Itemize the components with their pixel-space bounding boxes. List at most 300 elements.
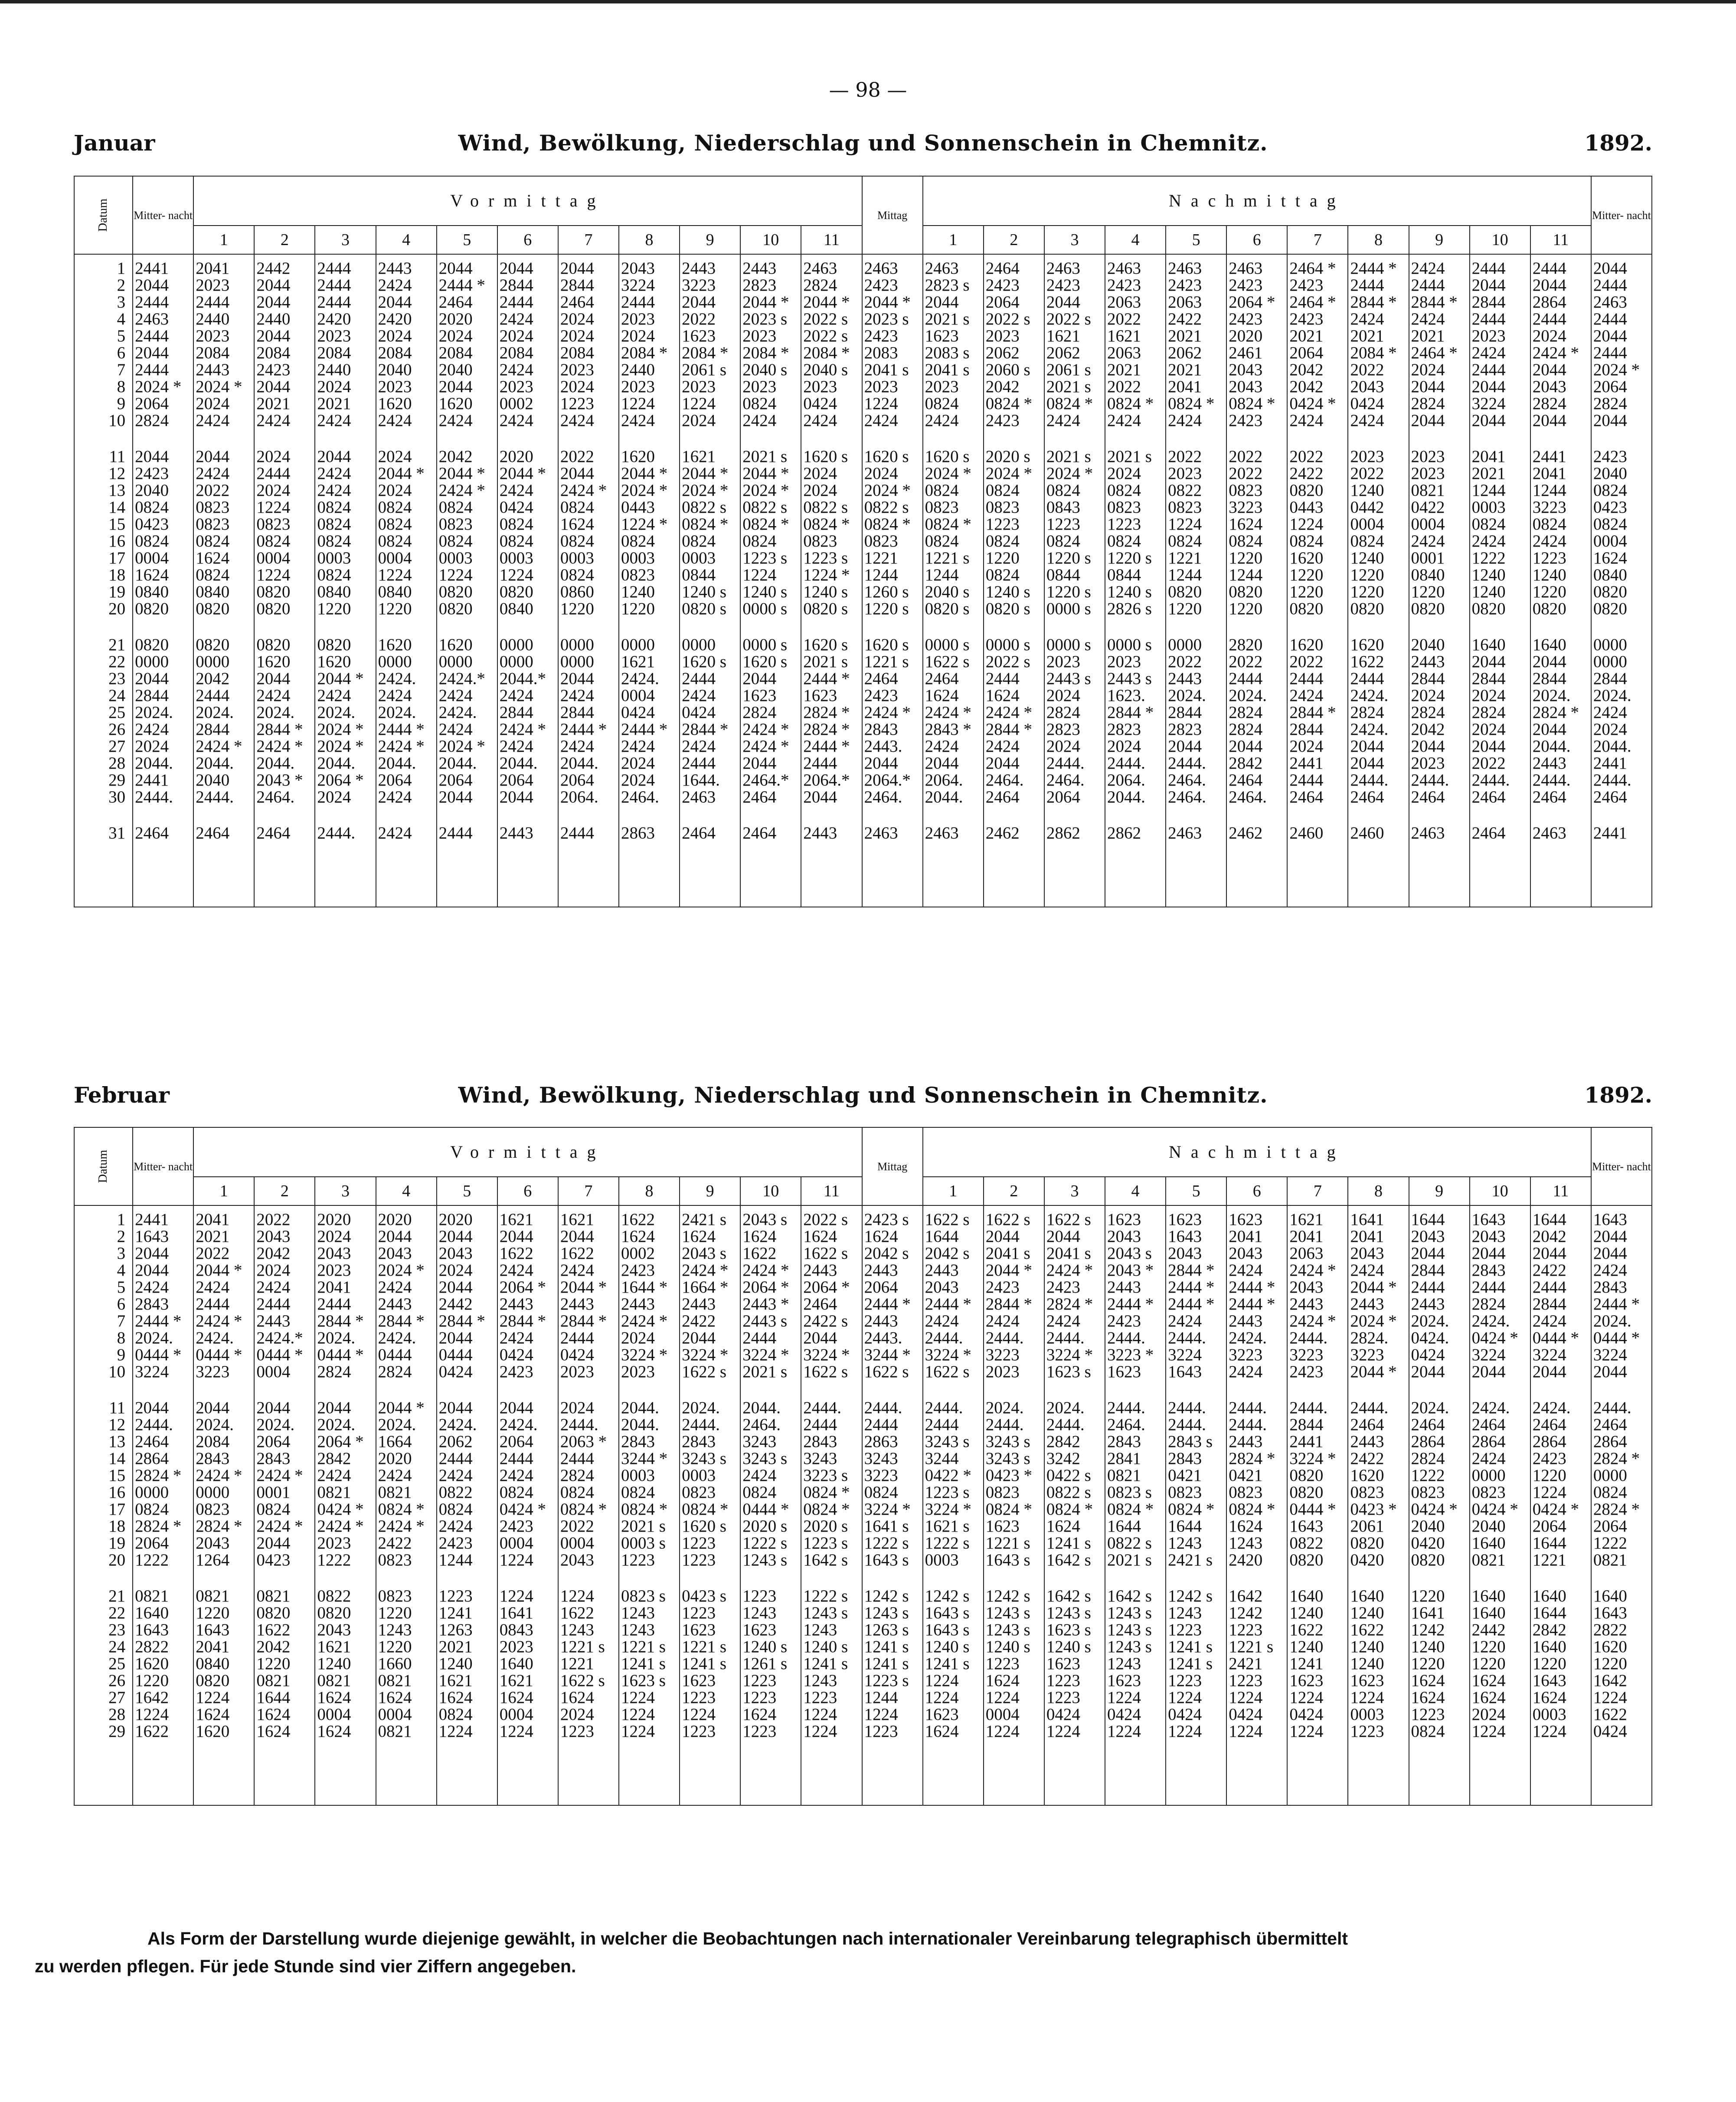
obs-cell: 0000 s	[740, 600, 801, 617]
obs-cell: 2440	[315, 361, 376, 378]
obs-cell: 0000	[497, 636, 558, 653]
obs-cell: 2043	[1226, 1245, 1287, 1262]
nachmittag-hour-4: 4	[1105, 226, 1166, 254]
obs-cell: 2044.	[254, 755, 315, 772]
obs-cell: 2043	[315, 1245, 376, 1262]
obs-cell: 2044	[680, 294, 740, 311]
table-row	[74, 1588, 1652, 1604]
obs-cell: 0824	[740, 1484, 801, 1501]
obs-cell: 2461	[1226, 344, 1287, 361]
obs-cell	[1166, 617, 1226, 636]
obs-cell: 2041	[1348, 1228, 1409, 1245]
obs-cell: 2024 *	[1591, 361, 1652, 378]
obs-cell: 1243	[376, 1621, 437, 1638]
obs-cell: 0824	[862, 1484, 923, 1501]
obs-cell: 1620	[619, 448, 680, 465]
obs-cell: 1624	[740, 1228, 801, 1245]
obs-cell: 2024	[558, 327, 619, 344]
obs-cell: 1620	[1287, 550, 1348, 566]
obs-cell: 2441	[1287, 1433, 1348, 1450]
obs-cell: 1223	[558, 395, 619, 412]
obs-cell: 1244	[1530, 482, 1591, 499]
nachmittag-hour-3: 3	[1044, 226, 1105, 254]
obs-cell: 2041 s	[984, 1245, 1044, 1262]
obs-cell: 2424	[1470, 1450, 1530, 1467]
vormittag-hour-5: 5	[437, 226, 497, 254]
obs-cell: 2040	[1409, 1518, 1470, 1535]
obs-cell	[497, 885, 558, 907]
vormittag-hour-1: 1	[193, 1177, 254, 1205]
obs-cell: 0820	[254, 583, 315, 600]
obs-cell: 0822	[1287, 1535, 1348, 1552]
obs-cell: 2020 s	[740, 1518, 801, 1535]
obs-cell	[1530, 1783, 1591, 1805]
obs-cell: 0003	[315, 550, 376, 566]
obs-cell: 2021 s	[1044, 378, 1105, 395]
obs-cell	[1287, 805, 1348, 825]
obs-cell	[1287, 1740, 1348, 1761]
obs-cell: 2022 s	[801, 1205, 862, 1228]
vormittag-hour-4: 4	[376, 226, 437, 254]
table-row	[74, 825, 1652, 841]
obs-cell: 2044.	[376, 755, 437, 772]
obs-cell: 2022	[193, 1245, 254, 1262]
obs-cell: 2443	[497, 825, 558, 841]
obs-cell: 1620	[376, 395, 437, 412]
obs-cell: 2043 *	[1105, 1262, 1166, 1279]
obs-cell	[680, 805, 740, 825]
obs-cell	[923, 1568, 984, 1588]
obs-cell: 1241 s	[923, 1655, 984, 1672]
obs-cell: 0823	[193, 516, 254, 533]
obs-cell: 2021	[1287, 327, 1348, 344]
obs-cell: 1220	[1530, 1655, 1591, 1672]
obs-cell: 1623	[740, 1621, 801, 1638]
obs-cell: 1622	[133, 1723, 193, 1740]
obs-cell: 2824 *	[801, 704, 862, 721]
obs-cell: 2422	[1348, 1450, 1409, 1467]
obs-cell: 2022 s	[1044, 311, 1105, 327]
obs-cell: 2424	[437, 687, 497, 704]
table-row	[74, 566, 1652, 583]
obs-cell	[193, 1568, 254, 1588]
obs-cell: 2044 *	[193, 1262, 254, 1279]
obs-cell: 1223 s	[801, 1535, 862, 1552]
obs-cell: 1243	[619, 1621, 680, 1638]
obs-cell: 2844 *	[1105, 704, 1166, 721]
obs-cell: 0824	[133, 499, 193, 516]
obs-cell	[1105, 429, 1166, 448]
obs-cell	[1044, 885, 1105, 907]
obs-cell	[558, 617, 619, 636]
obs-cell	[1348, 429, 1409, 448]
table-row	[74, 1228, 1652, 1245]
obs-cell: 2043	[1409, 1228, 1470, 1245]
datum-header: Datum	[74, 1127, 133, 1205]
obs-cell: 1240	[1470, 566, 1530, 583]
obs-cell: 1242	[1409, 1621, 1470, 1638]
obs-cell: 2044	[437, 378, 497, 395]
obs-cell: 0421	[1226, 1467, 1287, 1484]
obs-cell	[1470, 617, 1530, 636]
obs-cell	[315, 1761, 376, 1783]
obs-cell: 1243 s	[984, 1604, 1044, 1621]
obs-cell: 2041 s	[1044, 1245, 1105, 1262]
obs-cell: 2042	[1409, 721, 1470, 738]
day-cell: 3	[74, 1245, 133, 1262]
obs-cell: 0824 *	[1226, 1501, 1287, 1518]
table-row	[74, 1655, 1652, 1672]
obs-cell	[680, 885, 740, 907]
obs-cell	[862, 429, 923, 448]
obs-cell	[1591, 1761, 1652, 1783]
obs-cell: 2444 *	[1226, 1296, 1287, 1313]
vormittag-hour-9: 9	[680, 1177, 740, 1205]
obs-cell	[437, 1783, 497, 1805]
obs-cell: 0003	[1470, 499, 1530, 516]
obs-cell	[984, 805, 1044, 825]
obs-cell: 2044	[801, 789, 862, 805]
obs-cell: 2443	[801, 1262, 862, 1279]
obs-cell: 2824	[1409, 704, 1470, 721]
obs-cell: 2043 s	[740, 1205, 801, 1228]
obs-cell: 1624	[1226, 516, 1287, 533]
obs-cell: 2044	[1530, 277, 1591, 294]
obs-cell: 2443	[1226, 1313, 1287, 1329]
obs-cell: 2423	[133, 465, 193, 482]
table-row	[74, 653, 1652, 670]
obs-cell: 3243	[740, 1433, 801, 1450]
obs-cell: 2443	[376, 1296, 437, 1313]
obs-cell: 0424 *	[1530, 1501, 1591, 1518]
obs-cell: 2064	[1287, 344, 1348, 361]
obs-cell: 2022	[1105, 378, 1166, 395]
obs-cell: 2044 *	[619, 465, 680, 482]
obs-cell: 1621	[315, 1638, 376, 1655]
obs-cell	[1409, 841, 1470, 863]
obs-cell	[1226, 1568, 1287, 1588]
obs-cell: 1224	[1166, 1723, 1226, 1740]
obs-cell: 2044.	[437, 755, 497, 772]
obs-cell: 1622	[1287, 1621, 1348, 1638]
obs-cell: 1624	[862, 1228, 923, 1245]
obs-cell: 1624	[740, 1706, 801, 1723]
obs-cell: 2023	[558, 361, 619, 378]
obs-cell	[1166, 863, 1226, 885]
obs-cell: 0823	[1166, 499, 1226, 516]
obs-cell: 2424	[254, 412, 315, 429]
obs-cell: 1622 s	[558, 1672, 619, 1689]
obs-cell: 0821	[376, 1484, 437, 1501]
day-cell: 12	[74, 465, 133, 482]
obs-cell: 1620	[1591, 1638, 1652, 1655]
obs-cell	[1044, 617, 1105, 636]
obs-cell	[1530, 1761, 1591, 1783]
obs-cell: 2824	[315, 1363, 376, 1380]
obs-cell: 0824	[1105, 482, 1166, 499]
table-row	[74, 1262, 1652, 1279]
obs-cell: 1223	[1226, 1621, 1287, 1638]
obs-cell: 2424 *	[437, 482, 497, 499]
obs-cell	[1348, 885, 1409, 907]
obs-cell: 2444	[680, 755, 740, 772]
obs-cell: 2044.	[1530, 738, 1591, 755]
obs-cell: 1623	[680, 327, 740, 344]
obs-cell: 2044	[923, 294, 984, 311]
obs-cell: 2444 *	[1105, 1296, 1166, 1313]
obs-cell	[1409, 1783, 1470, 1805]
obs-cell: 0824	[1105, 533, 1166, 550]
obs-cell: 1640	[133, 1604, 193, 1621]
obs-cell: 2044	[1530, 412, 1591, 429]
obs-cell: 0824	[923, 533, 984, 550]
obs-cell: 1224	[1105, 1723, 1166, 1740]
obs-cell: 1240	[1287, 1604, 1348, 1621]
obs-cell: 2444.	[1105, 1329, 1166, 1346]
obs-cell: 0443	[619, 499, 680, 516]
obs-cell: 1221 s	[923, 550, 984, 566]
obs-cell: 2044 *	[497, 465, 558, 482]
obs-cell: 2824	[1409, 1450, 1470, 1467]
obs-cell: 1623	[923, 327, 984, 344]
day-cell: 29	[74, 772, 133, 789]
obs-cell: 2024	[1591, 721, 1652, 738]
obs-cell: 2024.	[315, 704, 376, 721]
obs-cell: 0003 s	[619, 1535, 680, 1552]
obs-cell: 0824	[376, 499, 437, 516]
obs-cell: 0823	[619, 566, 680, 583]
obs-cell: 2824	[376, 1363, 437, 1380]
obs-cell: 2424	[1226, 1262, 1287, 1279]
obs-cell: 0823	[376, 1552, 437, 1568]
obs-cell: 1223	[740, 1689, 801, 1706]
obs-cell: 0003	[558, 550, 619, 566]
obs-cell: 1224	[1166, 1689, 1226, 1706]
obs-cell: 0424	[437, 1363, 497, 1380]
obs-cell: 2024	[1470, 687, 1530, 704]
day-cell: 20	[74, 600, 133, 617]
obs-cell: 2064	[1530, 1518, 1591, 1535]
obs-cell: 2084 *	[1348, 344, 1409, 361]
obs-cell	[193, 617, 254, 636]
table-row	[74, 1313, 1652, 1329]
obs-cell: 2444	[315, 277, 376, 294]
obs-cell: 2044	[1044, 1228, 1105, 1245]
obs-cell: 2064	[862, 1279, 923, 1296]
obs-cell: 2023	[984, 1363, 1044, 1380]
obs-cell: 2424	[1591, 704, 1652, 721]
februar-heading	[74, 1082, 1652, 1113]
table-row	[74, 670, 1652, 687]
obs-cell: 2843	[680, 1433, 740, 1450]
obs-cell: 2024	[437, 1262, 497, 1279]
obs-cell: 1223	[680, 1604, 740, 1621]
obs-cell	[133, 1761, 193, 1783]
obs-cell: 0820	[1409, 600, 1470, 617]
obs-cell: 0823	[680, 1484, 740, 1501]
obs-cell: 2024	[376, 448, 437, 465]
obs-cell: 1643	[1470, 1205, 1530, 1228]
obs-cell: 2044	[1226, 738, 1287, 755]
obs-cell: 0820	[193, 636, 254, 653]
day-cell	[74, 1568, 133, 1588]
obs-cell: 1240	[619, 583, 680, 600]
obs-cell: 0824	[315, 566, 376, 583]
vormittag-hour-11: 11	[801, 226, 862, 254]
obs-cell: 2022	[1105, 311, 1166, 327]
obs-cell: 2044	[254, 327, 315, 344]
obs-cell	[1530, 1568, 1591, 1588]
obs-cell: 1223	[680, 1689, 740, 1706]
obs-cell: 0004	[619, 687, 680, 704]
obs-cell: 1241	[437, 1604, 497, 1621]
table-row	[74, 1245, 1652, 1262]
obs-cell: 0823	[1166, 1484, 1226, 1501]
obs-cell: 2044.	[1591, 738, 1652, 755]
obs-cell: 0821	[376, 1672, 437, 1689]
obs-cell	[376, 805, 437, 825]
obs-cell: 2044 *	[1348, 1279, 1409, 1296]
obs-cell: 2423	[1044, 277, 1105, 294]
table-row	[74, 499, 1652, 516]
obs-cell	[1105, 1783, 1166, 1805]
obs-cell: 2040	[133, 482, 193, 499]
obs-cell: 1240	[437, 1655, 497, 1672]
obs-cell: 3242	[1044, 1450, 1105, 1467]
obs-cell: 2443 s	[1105, 670, 1166, 687]
obs-cell: 2443	[558, 1296, 619, 1313]
obs-cell: 0000	[133, 653, 193, 670]
obs-cell: 2464 *	[1287, 254, 1348, 277]
obs-cell: 2044	[376, 1228, 437, 1245]
obs-cell: 2024	[315, 1228, 376, 1245]
obs-cell: 2444	[984, 670, 1044, 687]
obs-cell: 2064	[437, 772, 497, 789]
obs-cell: 2044.	[558, 755, 619, 772]
obs-cell: 1224	[1530, 1723, 1591, 1740]
obs-cell: 0424	[1409, 1346, 1470, 1363]
obs-cell: 2844	[1530, 670, 1591, 687]
obs-cell: 2024 *	[193, 378, 254, 395]
obs-cell: 1243 s	[740, 1552, 801, 1568]
obs-cell: 2444	[680, 670, 740, 687]
obs-cell: 2864	[1409, 1433, 1470, 1450]
obs-cell	[497, 617, 558, 636]
obs-cell: 2044	[1409, 412, 1470, 429]
obs-cell: 0840	[1591, 566, 1652, 583]
obs-cell: 3244	[923, 1450, 984, 1467]
obs-cell: 1643 s	[984, 1552, 1044, 1568]
obs-cell: 2424	[558, 412, 619, 429]
day-cell: 5	[74, 327, 133, 344]
obs-cell: 0004	[376, 550, 437, 566]
obs-cell: 0422 s	[1044, 1467, 1105, 1484]
obs-cell: 1240 s	[1044, 1638, 1105, 1655]
obs-cell: 2444 *	[1591, 1296, 1652, 1313]
obs-cell: 1620	[376, 636, 437, 653]
obs-cell: 1223	[984, 516, 1044, 533]
nachmittag-hour-11: 11	[1530, 1177, 1591, 1205]
obs-cell: 0844	[1105, 566, 1166, 583]
obs-cell: 2443 s	[740, 1313, 801, 1329]
obs-cell: 1641 s	[862, 1518, 923, 1535]
obs-cell: 2024.	[1166, 687, 1226, 704]
nachmittag-hour-1: 1	[923, 226, 984, 254]
obs-cell: 2043	[1166, 1245, 1226, 1262]
obs-cell: 1220	[619, 600, 680, 617]
obs-cell: 2444.	[680, 1416, 740, 1433]
obs-cell: 0424	[1044, 1706, 1105, 1723]
obs-cell: 2044	[133, 1399, 193, 1416]
obs-cell: 1643	[1287, 1518, 1348, 1535]
obs-cell: 2063 *	[558, 1433, 619, 1450]
obs-cell: 2044	[1470, 738, 1530, 755]
obs-cell: 2464.	[1105, 1416, 1166, 1433]
day-cell: 15	[74, 1467, 133, 1484]
obs-cell: 0824	[193, 566, 254, 583]
table-row	[74, 1783, 1652, 1805]
obs-cell: 1642 s	[1044, 1552, 1105, 1568]
obs-cell: 2423	[984, 1279, 1044, 1296]
obs-cell: 2043	[619, 254, 680, 277]
obs-cell: 1241 s	[1166, 1638, 1226, 1655]
obs-cell	[740, 1783, 801, 1805]
obs-cell: 2064	[376, 772, 437, 789]
obs-cell: 3224 *	[923, 1346, 984, 1363]
obs-cell: 0823	[801, 533, 862, 550]
obs-cell: 2464.	[1166, 772, 1226, 789]
obs-cell: 0424	[680, 704, 740, 721]
obs-cell	[1348, 1380, 1409, 1399]
obs-cell	[315, 805, 376, 825]
obs-cell: 1643	[1591, 1205, 1652, 1228]
day-cell: 22	[74, 1604, 133, 1621]
obs-cell: 2424	[1348, 412, 1409, 429]
day-cell: 6	[74, 344, 133, 361]
obs-cell	[862, 805, 923, 825]
mitternacht-header: Mitter- nacht	[133, 1127, 193, 1205]
obs-cell: 1623.	[1105, 687, 1166, 704]
obs-cell: 0824 *	[680, 516, 740, 533]
obs-cell: 0422 *	[923, 1467, 984, 1484]
obs-cell: 1224	[437, 566, 497, 583]
obs-cell: 2444.	[923, 1329, 984, 1346]
obs-cell: 1642 s	[801, 1552, 862, 1568]
obs-cell: 2443	[680, 254, 740, 277]
obs-cell: 2864	[133, 1450, 193, 1467]
obs-cell: 2022	[558, 448, 619, 465]
obs-cell: 2023	[193, 327, 254, 344]
obs-cell: 2464.	[619, 789, 680, 805]
obs-cell: 1223	[680, 1723, 740, 1740]
obs-cell: 2044.	[497, 755, 558, 772]
obs-cell: 2423	[862, 277, 923, 294]
obs-cell: 1224	[133, 1706, 193, 1723]
obs-cell: 2464	[133, 825, 193, 841]
obs-cell: 2424	[1105, 412, 1166, 429]
obs-cell: 0840	[376, 583, 437, 600]
obs-cell: 2824 *	[133, 1518, 193, 1535]
obs-cell: 2844	[1591, 670, 1652, 687]
vormittag-hour-9: 9	[680, 226, 740, 254]
obs-cell: 2041	[193, 1638, 254, 1655]
obs-cell: 2023	[497, 378, 558, 395]
obs-cell: 1620 s	[862, 448, 923, 465]
obs-cell: 2424	[376, 412, 437, 429]
obs-cell: 0000 s	[1044, 600, 1105, 617]
table-row	[74, 738, 1652, 755]
obs-cell: 1220	[1409, 1655, 1470, 1672]
